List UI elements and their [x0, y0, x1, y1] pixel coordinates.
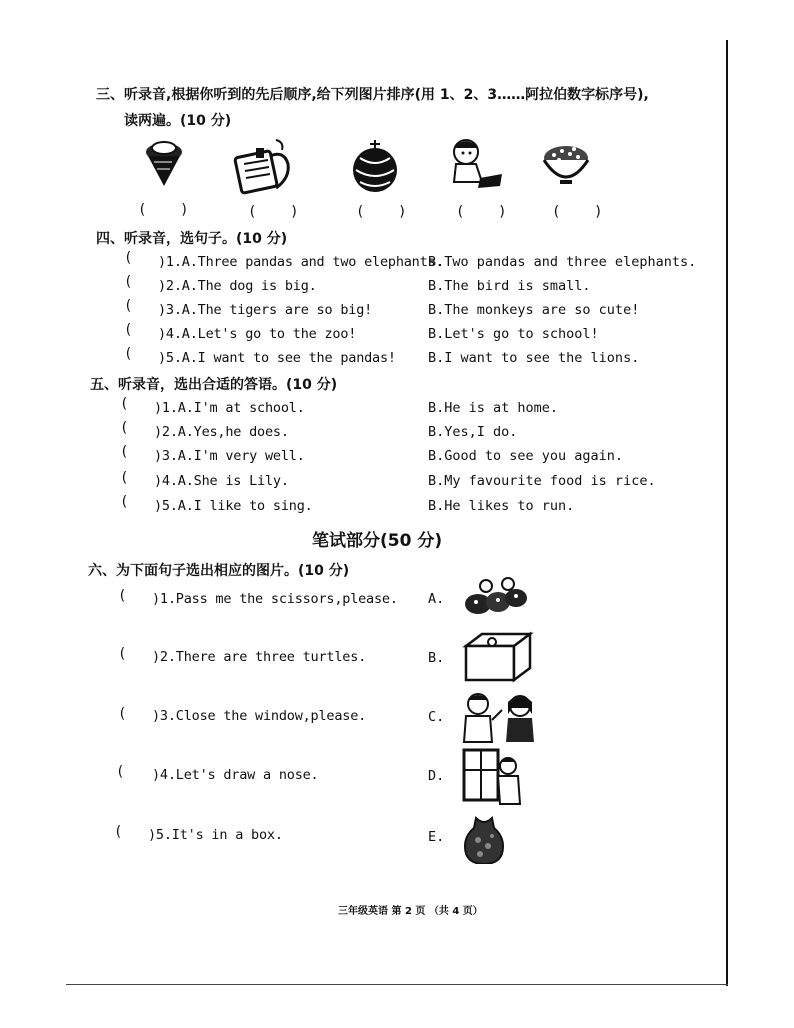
section5-paren-3[interactable]: ( [120, 444, 129, 460]
window-boy-icon [462, 748, 524, 806]
book-hand-icon [232, 136, 294, 196]
section4-option-a-2: )2.A.The dog is big. [158, 278, 317, 294]
section4-paren-1[interactable]: ( [124, 250, 133, 266]
section5-option-a-1: )1.A.I'm at school. [154, 400, 305, 416]
section5-paren-2[interactable]: ( [120, 420, 129, 436]
section3-blank-4[interactable]: ( ) [456, 204, 507, 220]
section6-sentence-5: )5.It's in a box. [148, 827, 283, 843]
section5-option-a-2: )2.A.Yes,he does. [154, 424, 289, 440]
section4-paren-5[interactable]: ( [124, 346, 133, 362]
section4-option-b-1: B.Two pandas and three elephants. [428, 254, 697, 270]
section6-paren-4[interactable]: ( [116, 764, 125, 780]
section4-option-a-3: )3.A.The tigers are so big! [158, 302, 373, 318]
ice-cream-cone-icon [142, 138, 186, 188]
section5-option-a-5: )5.A.I like to sing. [154, 498, 313, 514]
section3-blank-3[interactable]: ( ) [356, 204, 407, 220]
kids-talking-icon [462, 690, 538, 746]
section6-letter-a: A. [428, 591, 445, 607]
section4-option-a-1: )1.A.Three pandas and two elephants. [158, 254, 444, 270]
page-right-border [726, 40, 728, 986]
section4-option-a-4: )4.A.Let's go to the zoo! [158, 326, 357, 342]
section5-option-b-2: B.Yes,I do. [428, 424, 518, 440]
section4-paren-3[interactable]: ( [124, 298, 133, 314]
section6-letter-e: E. [428, 829, 445, 845]
section6-title: 六、为下面句子选出相应的图片。(10 分) [88, 563, 350, 579]
section6-sentence-3: )3.Close the window,please. [152, 708, 367, 724]
watermelon-icon [350, 138, 400, 196]
section6-sentence-2: )2.There are three turtles. [152, 649, 367, 665]
section5-option-a-4: )4.A.She is Lily. [154, 473, 289, 489]
section4-option-a-5: )5.A.I want to see the pandas! [158, 350, 396, 366]
section6-paren-3[interactable]: ( [118, 706, 127, 722]
section6-letter-b: B. [428, 650, 445, 666]
section6-letter-c: C. [428, 709, 445, 725]
section3-blank-1[interactable]: ( ) [138, 202, 189, 218]
section5-paren-1[interactable]: ( [120, 396, 129, 412]
section5-option-b-4: B.My favourite food is rice. [428, 473, 656, 489]
section6-paren-2[interactable]: ( [118, 646, 127, 662]
section5-option-b-3: B.Good to see you again. [428, 448, 624, 464]
rice-bowl-icon [540, 140, 592, 188]
section6-paren-1[interactable]: ( [118, 588, 127, 604]
section5-option-b-5: B.He likes to run. [428, 498, 575, 514]
girl-writing-icon [446, 134, 506, 194]
section4-paren-2[interactable]: ( [124, 274, 133, 290]
section4-option-b-2: B.The bird is small. [428, 278, 591, 294]
section4-paren-4[interactable]: ( [124, 322, 133, 338]
section4-title: 四、听录音，选句子。(10 分) [96, 231, 288, 247]
section3-blank-2[interactable]: ( ) [248, 204, 299, 220]
sack-icon [462, 814, 506, 864]
section6-sentence-4: )4.Let's draw a nose. [152, 767, 319, 783]
page-bottom-border [66, 984, 728, 985]
section6-paren-5[interactable]: ( [114, 824, 123, 840]
section3-subtitle: 读两遍。(10 分) [124, 113, 232, 129]
page-footer: 三年级英语 第 2 页 （共 4 页） [338, 906, 483, 917]
section4-option-b-5: B.I want to see the lions. [428, 350, 640, 366]
section3-blank-5[interactable]: ( ) [552, 204, 603, 220]
section5-paren-4[interactable]: ( [120, 470, 129, 486]
section4-option-b-3: B.The monkeys are so cute! [428, 302, 640, 318]
written-part-title: 笔试部分(50 分) [312, 531, 443, 551]
turtles-icon [462, 576, 532, 620]
section5-title: 五、听录音，选出合适的答语。(10 分) [90, 377, 338, 393]
box-icon [462, 628, 534, 684]
section6-sentence-1: )1.Pass me the scissors,please. [152, 591, 398, 607]
section6-letter-d: D. [428, 768, 445, 784]
section5-option-b-1: B.He is at home. [428, 400, 559, 416]
section4-option-b-4: B.Let's go to school! [428, 326, 599, 342]
section5-paren-5[interactable]: ( [120, 494, 129, 510]
section3-title: 三、听录音,根据你听到的先后顺序,给下列图片排序(用 1、2、3……阿拉伯数字标序号), [96, 87, 649, 103]
section5-option-a-3: )3.A.I'm very well. [154, 448, 305, 464]
